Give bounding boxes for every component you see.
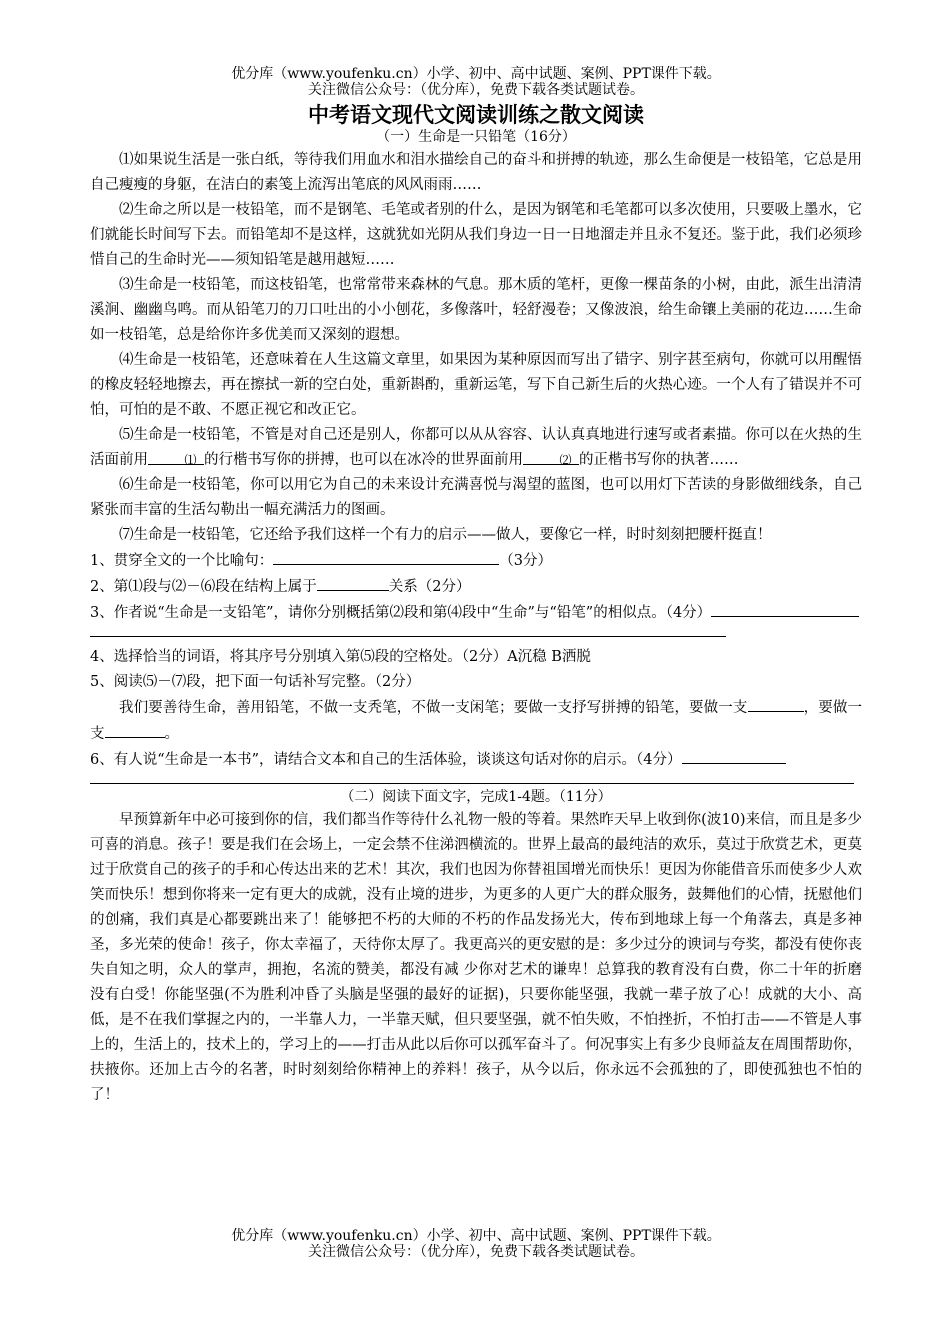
blank-2[interactable]: ⑵ (523, 448, 579, 465)
answer-line-q5b[interactable] (105, 721, 165, 738)
paragraph-5: ⑸生命是一枝铅笔，不管是对自己还是别人，你都可以从从容容、认认真真地进行速写或者素描。你可以在火热的生活面前用 ⑴ 的行楷书写你的拼搏，也可以在冰冷的世界面前用 ⑵ 的正楷书写你的执著…… (90, 427, 862, 468)
answer-line-q3b[interactable] (90, 626, 726, 637)
answer-line-q3a[interactable] (711, 600, 859, 617)
paragraph-2: ⑵生命之所以是一枝铅笔，而不是钢笔、毛笔或者别的什么，是因为钢笔和毛笔都可以多次使用，只要吸上墨水，它们就能长时间写下去。而铅笔却不是这样，这就犹如光阴从我们身边一日一日地溜走并且永不复还。鉴于此，我们必须珍惜自己的生命时光——须知铅笔是越用越短…… (90, 202, 862, 268)
footer-line-2: 关注微信公众号：（优分库），免费下载各类试题试卷。 (308, 1244, 644, 1260)
header-line-1: 优分库（www.youfenku.cn）小学、初中、高中试题、案例、PPT课件下载。 (231, 66, 721, 82)
paragraph-1: ⑴如果说生活是一张白纸，等待我们用血水和泪水描绘自己的奋斗和拼搏的轨迹，那么生命便是一枝铅笔，它总是用自己瘦瘦的身躯，在洁白的素笺上流泻出笔底的风风雨雨…… (90, 152, 862, 193)
answer-line-q1[interactable] (273, 548, 499, 565)
question-3: 3、作者说“生命是一支铅笔”，请你分别概括第⑵段和第⑷段中“生命”与“铅笔”的相似点。（4分） (90, 600, 862, 626)
section2-heading: （二）阅读下面文字，完成1-4题。（11分） (340, 789, 612, 805)
question-5: 5、阅读⑸－⑺段，把下面一句话补写完整。（2分） (90, 674, 421, 690)
question-2: 2、第⑴段与⑵－⑹段在结构上属于 关系（2分） (90, 574, 862, 600)
answer-line-q2[interactable] (317, 574, 389, 591)
footer-line-1: 优分库（www.youfenku.cn）小学、初中、高中试题、案例、PPT课件下载。 (231, 1228, 721, 1244)
paragraph-3: ⑶生命是一枝铅笔，而这枝铅笔，也常常带来森林的气息。那木质的笔杆，更像一棵苗条的小树，由此，派生出清清溪涧、幽幽鸟鸣。而从铅笔刀的刀口吐出的小小刨花，多像落叶，轻舒漫卷；又像波浪，给生命镶上美丽的花边……生命如一枝铅笔，总是给你许多优美而又深刻的遐想。 (90, 277, 862, 343)
footer (90, 1228, 862, 1260)
question-5-sentence: 我们要善待生命，善用铅笔，不做一支秃笔，不做一支闲笔；要做一支抒写拼搏的铅笔，要做一支 ，要做一支 。 (90, 695, 862, 747)
paragraph-4: ⑷生命是一枝铅笔，还意味着在人生这篇文章里，如果因为某种原因而写出了错字、别字甚至病句，你就可以用醒悟的橡皮轻轻地擦去，再在擦拭一新的空白处，重新斟酌，重新运笔，写下自己新生后的火热心迹。一个人有了错误并不可怕，可怕的是不敢、不愿正视它和改正它。 (90, 352, 862, 418)
document-title: 中考语文现代文阅读训练之散文阅读 (308, 102, 644, 127)
answer-line-q6b[interactable] (90, 773, 854, 784)
blank-1[interactable]: ⑴ (148, 448, 204, 465)
page-content (90, 66, 862, 1108)
header-line-2: 关注微信公众号：（优分库），免费下载各类试题试卷。 (308, 82, 644, 98)
paragraph-7: ⑺生命是一枝铅笔，它还给予我们这样一个有力的启示——做人，要像它一样，时时刻刻把腰杆挺直！ (119, 527, 772, 543)
answer-line-q5a[interactable] (748, 695, 804, 712)
question-4: 4、选择恰当的词语，将其序号分别填入第⑸段的空格处。（2分）A沉稳 B洒脱 (90, 649, 591, 665)
question-6: 6、有人说“生命是一本书”，请结合文本和自己的生活体验，谈谈这句话对你的启示。（4分） (90, 747, 862, 773)
section2-body: 早预算新年中必可接到你的信，我们都当作等待什么礼物一般的等着。果然昨天早上收到你(波10)来信，而且是多少可喜的消息。孩子！要是我们在会场上，一定会禁不住涕泗横流的。世界上最高的最纯洁的欢乐，莫过于欣赏艺术，更莫过于欣赏自己的孩子的手和心传达出来的艺术！其次，我们也因为你替祖国增光而快乐！更因为你能借音乐而使多少人欢笑而快乐！想到你将来一定有更大的成就，没有止境的进步，为更多的人更广大的群众服务，鼓舞他们的心情，抚慰他们的创痛，我们真是心都要跳出来了！能够把不朽的大师的不朽的作品发扬光大，传布到地球上每一个角落去，真是多神圣，多光荣的使命！孩子，你太幸福了，天待你太厚了。我更高兴的更安慰的是：多少过分的谀词与夸奖，都没有使你丧失自知之明，众人的掌声，拥抱，名流的赞美，都没有减 少你对艺术的谦卑！总算我的教育没有白费，你二十年的折磨没有白受！你能坚强(不为胜利冲昏了头脑是坚强的最好的证据)，只要你能坚强，我就一辈子放了心！成就的大小、高低，是不在我们掌握之内的，一半靠人力，一半靠天赋，但只要坚强，就不怕失败，不怕挫折，不怕打击——不管是人事上的，生活上的，技术上的，学习上的——打击从此以后你可以孤军奋斗了。何况事实上有多少良师益友在周围帮助你，扶掖你。还加上古今的名著，时时刻刻给你精神上的养料！孩子，从今以后，你永远不会孤独的了，即使孤独也不怕的了！ (90, 812, 862, 1103)
section1-heading: （一）生命是一只铅笔（16分） (376, 129, 576, 145)
paragraph-6: ⑹生命是一枝铅笔，你可以用它为自己的未来设计充满喜悦与渴望的蓝图，也可以用灯下苦读的身影做细线条，自己紧张而丰富的生活勾勒出一幅充满活力的图画。 (90, 477, 862, 518)
answer-line-q6a[interactable] (682, 747, 786, 764)
question-1: 1、贯穿全文的一个比喻句： （3分） (90, 548, 862, 574)
